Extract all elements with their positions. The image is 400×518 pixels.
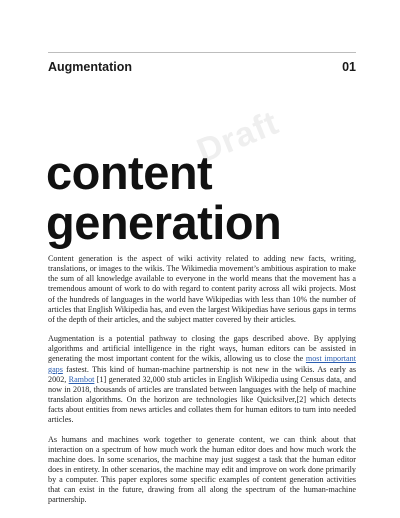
header-rule <box>48 52 356 53</box>
section-number: 01 <box>342 60 356 74</box>
section-header <box>48 58 356 78</box>
paragraph-2-text-b: fastest. This kind of human-machine partnership is not new in the wikis. As early as 2002, <box>48 364 356 384</box>
paragraph-1: Content generation is the aspect of wiki activity related to adding new facts, writing, translations, or images to the wikis. The Wikimedia movement’s ambitious aspiration to make the sum of all knowledge available to everyone in the world means that the movement has a tremendous amount of work to do with regard to content parity across all wiki projects. Most of the hundreds of languages in the world have Wikipedias with less than 10% the number of articles that English Wikipedia has, and even the largest Wikipedias have serious gaps in terms of the depth of their articles, and the subject matter covered by their articles. <box>48 254 356 324</box>
title-line-2: generation <box>46 196 282 249</box>
paragraph-2-text-a: Augmentation is a potential pathway to closing the gaps described above. By applying algorithms and artificial intelligence in the right ways, human editors can be assisted in generating the most important content for the wikis, allowing us to close the <box>48 334 356 364</box>
most-important-gaps-link[interactable]: most important gaps <box>48 354 356 374</box>
paragraph-2-text-c: [1] generated 32,000 stub articles in English Wikipedia using Census data, and now in 2018, thousands of articles are translated between languages with the help of machine translation algorithms. On the horizon are technologies like Quicksilver,[2] which detects facts about entities from news articles and collates them for human editors to turn into needed articles. <box>48 374 357 425</box>
body-text <box>48 254 356 515</box>
paragraph-2 <box>48 334 356 425</box>
title-line-1: content <box>46 146 213 199</box>
draft-watermark: Draft <box>191 103 285 171</box>
section-name: Augmentation <box>48 60 133 74</box>
page-title <box>46 148 366 248</box>
paragraph-3: As humans and machines work together to generate content, we can think about that interaction on a spectrum of how much work the human editor does and how much work the machine does. In some scenarios, the machine may just suggest a task that the human editor does in entirety. In other scenarios, the machine may edit and improve on work done primarily by a computer. This paper explores some specific examples of content generation activities that can exist in the future, drawing from all along the spectrum of the human-machine partnership. <box>48 434 356 505</box>
rambot-link[interactable]: Rambot <box>68 374 95 384</box>
